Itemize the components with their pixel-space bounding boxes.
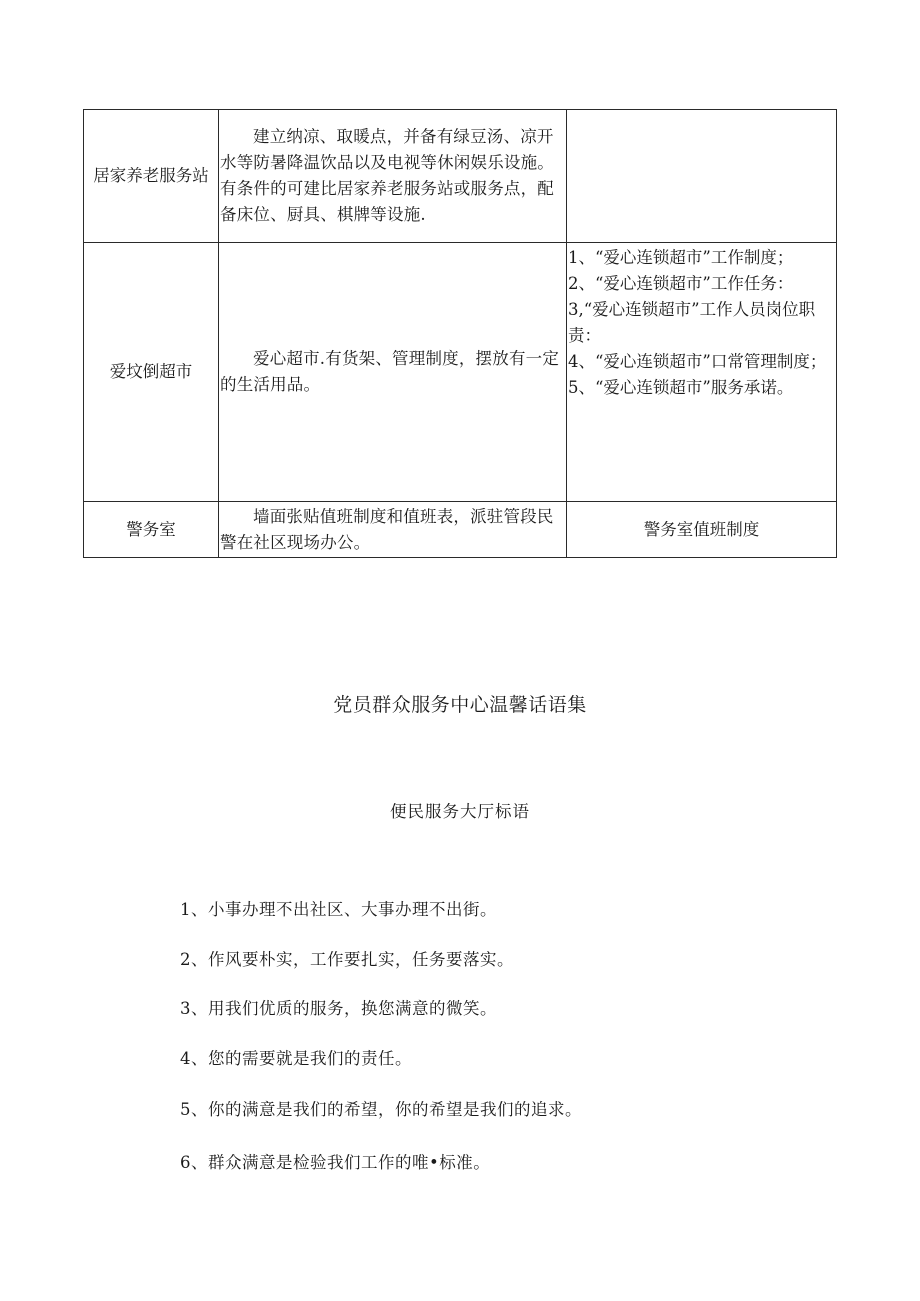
system-item: 2、“爱心连锁超市”工作任务：: [568, 274, 794, 293]
facility-name: 警务室: [84, 502, 219, 558]
facility-description: [219, 110, 567, 243]
facility-description: [219, 243, 567, 502]
slogan-list: [180, 897, 582, 1200]
slogan-item: 5、你的满意是我们的希望，你的希望是我们的追求。: [180, 1100, 582, 1119]
facility-name: 爱坟倒超市: [84, 243, 219, 502]
facility-description-text: 建立纳凉、取暖点，并备有绿豆汤、凉开水等防暑降温饮品以及电视等休闲娱乐设施。有条件的可建比居家养老服务站或服务点，配备床位、厨具、棋牌等设施.: [220, 127, 554, 224]
facility-table: [83, 109, 837, 558]
system-item: 1、“爱心连锁超市”工作制度；: [568, 248, 794, 267]
system-item: 警务室值班制度: [643, 519, 760, 539]
system-item: 5、“爱心连锁超市”服务承诺。: [568, 378, 794, 397]
facility-description-text: 墙面张贴值班制度和值班表，派驻管段民警在社区现场办公。: [220, 506, 554, 552]
slogan-item: 4、您的需要就是我们的责任。: [180, 1049, 412, 1068]
system-item: 3,“爱心连锁超市”工作人员岗位职责：: [568, 300, 816, 345]
facility-description: [219, 502, 567, 558]
section-title: 便民服务大厅标语: [390, 802, 530, 821]
slogan-item: 3、用我们优质的服务，换您满意的微笑。: [180, 999, 497, 1018]
facility-systems: [567, 110, 837, 243]
facility-systems: [567, 243, 837, 502]
facility-name: 居家养老服务站: [84, 110, 219, 243]
table-row: [84, 243, 837, 502]
table-row: [84, 502, 837, 558]
slogan-item: 1、小事办理不出社区、大事办理不出街。: [180, 900, 497, 919]
slogan-item: 2、作风要朴实，工作要扎实，任务要落实。: [180, 950, 514, 969]
facility-description-text: 爱心超市.有货架、管理制度，摆放有一定的生活用品。: [220, 349, 560, 394]
table-row: [84, 110, 837, 243]
system-item: 4、“爱心连锁超市”口常管理制度；: [568, 352, 827, 371]
slogan-item: 6、群众满意是检验我们工作的唯•标准。: [180, 1153, 491, 1172]
document-title: 党员群众服务中心温馨话语集: [333, 694, 587, 716]
facility-systems: [567, 502, 837, 558]
